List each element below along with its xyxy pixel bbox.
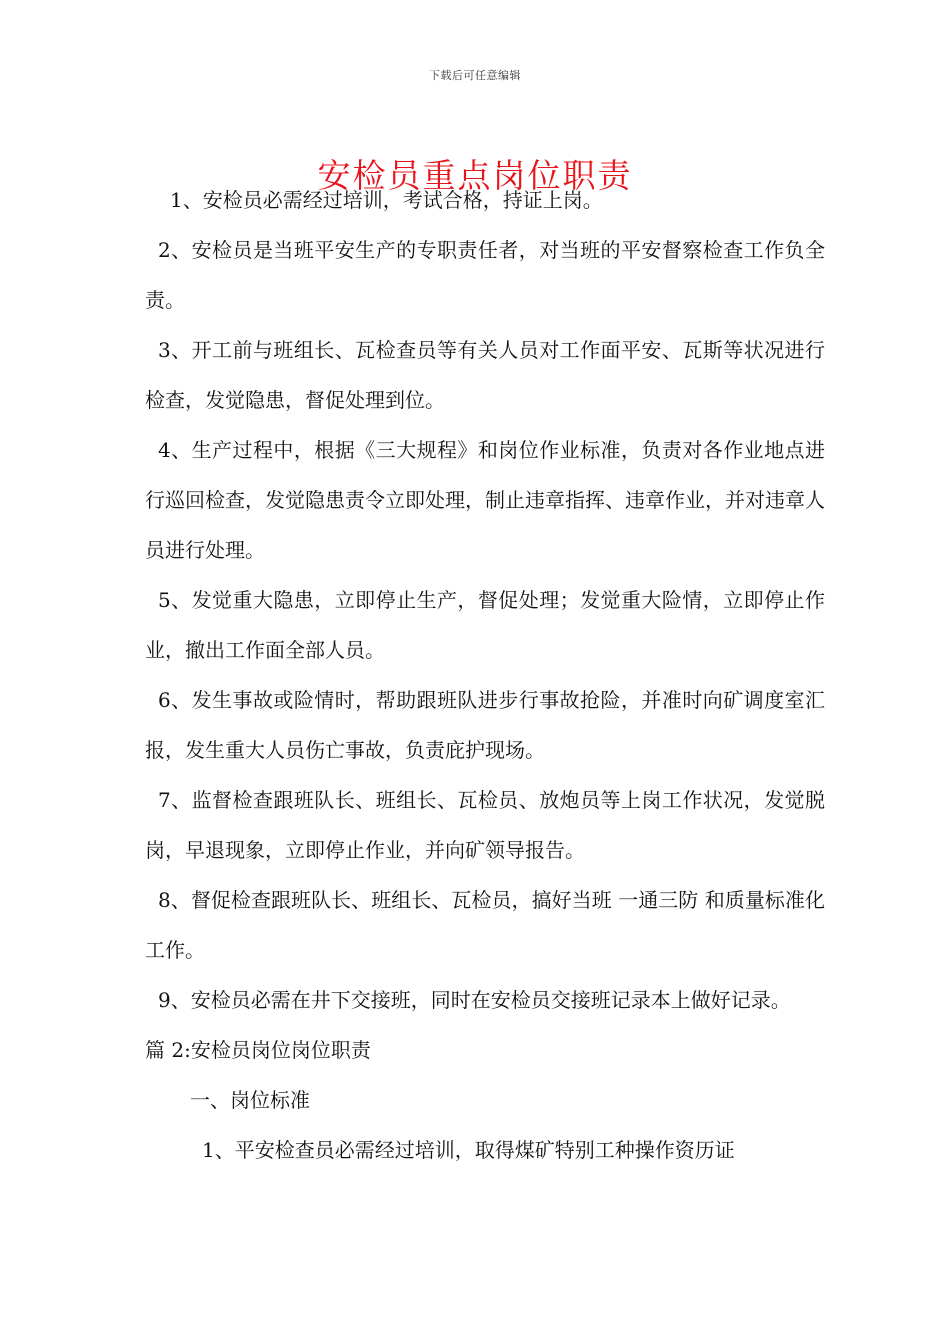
paragraph-5: 5、发觉重大隐患，立即停止生产，督促处理；发觉重大险情，立即停止作业，撤出工作面全部人员。 [145, 588, 825, 662]
paragraph-4: 4、生产过程中，根据《三大规程》和岗位作业标准，负责对各作业地点进行巡回检查，发觉隐患责令立即处理，制止违章指挥、违章作业，并对违章人员进行处理。 [145, 438, 825, 562]
paragraph-2: 2、安检员是当班平安生产的专职责任者，对当班的平安督察检查工作负全责。 [145, 238, 825, 312]
document-title: 安检员重点岗位职责 [317, 156, 633, 196]
paragraph-9: 9、安检员必需在井下交接班，同时在安检员交接班记录本上做好记录。 [158, 988, 791, 1012]
paragraph-1: 1、安检员必需经过培训，考试合格，持证上岗。 [170, 188, 603, 212]
paragraph-3: 3、开工前与班组长、瓦检查员等有关人员对工作面平安、瓦斯等状况进行检查，发觉隐患，督促处理到位。 [145, 338, 825, 412]
paragraph-6: 6、发生事故或险情时，帮助跟班队进步行事故抢险，并准时向矿调度室汇报，发生重大人员伤亡事故，负责庇护现场。 [145, 688, 825, 762]
section-2-title: 篇 2:安检员岗位岗位职责 [145, 1038, 371, 1062]
header-note: 下载后可任意编辑 [429, 69, 521, 82]
paragraph-7: 7、监督检查跟班队长、班组长、瓦检员、放炮员等上岗工作状况，发觉脱岗，早退现象，立即停止作业，并向矿领导报告。 [145, 788, 825, 862]
section-2-item-1: 1、平安检查员必需经过培训，取得煤矿特别工种操作资历证 [202, 1138, 735, 1162]
paragraph-8: 8、督促检查跟班队长、班组长、瓦检员，搞好当班 一通三防 和质量标准化工作。 [145, 888, 825, 962]
section-2-heading: 一、岗位标准 [190, 1088, 310, 1112]
document-body [145, 175, 825, 1175]
